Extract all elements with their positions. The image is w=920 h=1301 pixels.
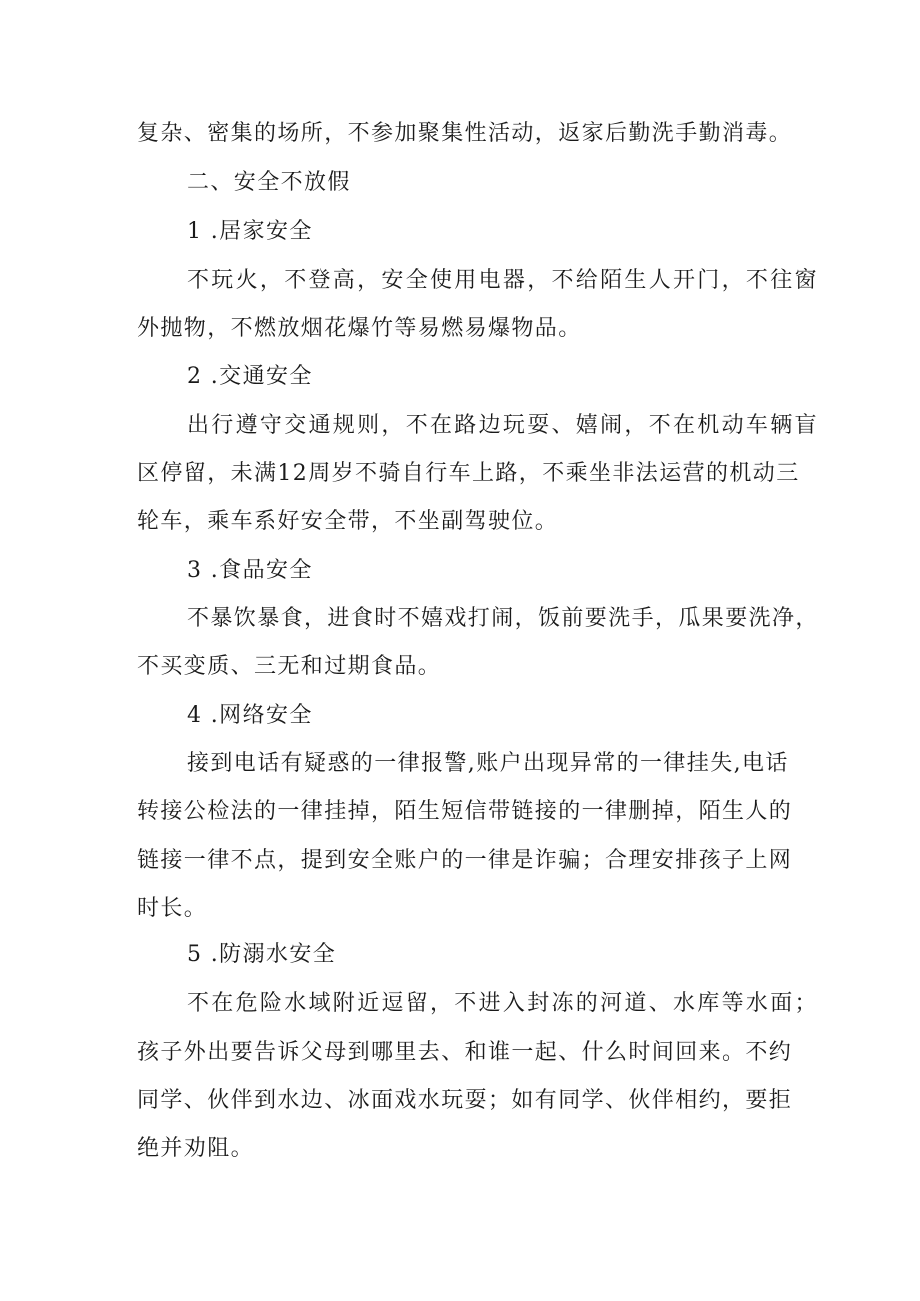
paragraph-line: 不在危险水域附近逗留，不进入封冻的河道、水库等水面； (187, 991, 819, 1016)
paragraph-line: 时长。 (137, 896, 208, 921)
paragraph-line: 孩子外出要告诉父母到哪里去、和谁一起、什么时间回来。不约 (137, 1040, 793, 1065)
section-heading: 二、安全不放假 (187, 170, 351, 195)
paragraph-line: 接到电话有疑惑的一律报警,账户出现异常的一律挂失,电话 (187, 751, 789, 776)
paragraph-line: 转接公检法的一律挂掉，陌生短信带链接的一律删掉，陌生人的 (137, 799, 793, 824)
paragraph-line: 区停留，未满12周岁不骑自行车上路，不乘坐非法运营的机动三 (137, 461, 800, 486)
paragraph-line: 出行遵守交通规则，不在路边玩耍、嬉闹，不在机动车辆盲 (187, 413, 819, 438)
paragraph-line: 不暴饮暴食，进食时不嬉戏打闹，饭前要洗手，瓜果要洗净， (187, 606, 819, 631)
paragraph-line: 复杂、密集的场所，不参加聚集性活动，返家后勤洗手勤消毒。 (137, 121, 793, 146)
subsection-heading: 4 .网络安全 (187, 703, 313, 728)
paragraph-line: 轮车，乘车系好安全带，不坐副驾驶位。 (137, 509, 559, 534)
paragraph-line: 不买变质、三无和过期食品。 (137, 654, 442, 679)
paragraph-line: 同学、伙伴到水边、冰面戏水玩耍；如有同学、伙伴相约，要拒 (137, 1088, 793, 1113)
subsection-heading: 2 .交通安全 (187, 364, 313, 389)
paragraph-line: 绝并劝阻。 (137, 1136, 255, 1161)
subsection-heading: 5 .防溺水安全 (187, 942, 337, 967)
paragraph-line: 不玩火，不登高，安全使用电器，不给陌生人开门，不往窗 (187, 268, 819, 293)
paragraph-line: 外抛物，不燃放烟花爆竹等易燃易爆物品。 (137, 316, 582, 341)
subsection-heading: 1 .居家安全 (187, 219, 313, 244)
subsection-heading: 3 .食品安全 (187, 558, 313, 583)
paragraph-line: 链接一律不点，提到安全账户的一律是诈骗；合理安排孩子上网 (137, 848, 793, 873)
